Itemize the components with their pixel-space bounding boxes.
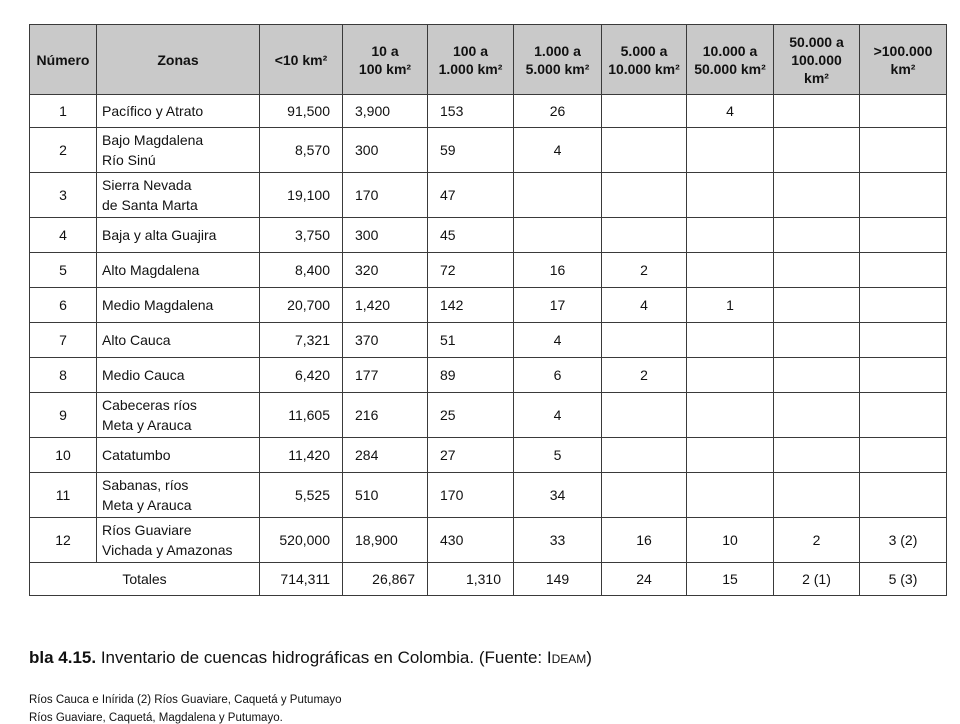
zona-line-1: Bajo Magdalena xyxy=(102,132,204,148)
cell-50000-100000: 2 xyxy=(774,518,860,563)
zona-line-1: Ríos Guaviare xyxy=(102,522,192,538)
cell-10000-50000 xyxy=(687,323,774,358)
cell-gt100000 xyxy=(860,218,947,253)
cell-5000-10000 xyxy=(602,393,687,438)
cell-10000-50000 xyxy=(687,173,774,218)
cell-lt10: 7,321 xyxy=(260,323,343,358)
cell-zona xyxy=(97,218,260,253)
cell-zona xyxy=(97,393,260,438)
cell-10-100: 216 xyxy=(343,393,428,438)
table-row xyxy=(30,95,947,128)
cell-numero: 4 xyxy=(30,218,97,253)
cell-100-1000: 153 xyxy=(428,95,514,128)
zona-line-1: Catatumbo xyxy=(102,447,171,463)
cell-gt100000 xyxy=(860,473,947,518)
cell-10000-50000: 10 xyxy=(687,518,774,563)
cell-5000-10000 xyxy=(602,173,687,218)
total-1000-5000: 149 xyxy=(514,563,602,596)
cell-numero: 12 xyxy=(30,518,97,563)
cell-5000-10000: 16 xyxy=(602,518,687,563)
cell-zona xyxy=(97,438,260,473)
cell-10000-50000 xyxy=(687,253,774,288)
cell-zona xyxy=(97,173,260,218)
cell-lt10: 3,750 xyxy=(260,218,343,253)
cell-lt10: 19,100 xyxy=(260,173,343,218)
cell-10-100: 170 xyxy=(343,173,428,218)
cell-50000-100000 xyxy=(774,358,860,393)
cell-100-1000: 59 xyxy=(428,128,514,173)
cell-gt100000 xyxy=(860,253,947,288)
cell-gt100000 xyxy=(860,95,947,128)
table-row xyxy=(30,473,947,518)
cell-50000-100000 xyxy=(774,438,860,473)
footnote-2: Ríos Guaviare, Caquetá, Magdalena y Putumayo. xyxy=(29,712,283,724)
footnote-1: Ríos Cauca e Inírida (2) Ríos Guaviare, Caquetá y Putumayo xyxy=(29,694,342,706)
cell-10000-50000 xyxy=(687,128,774,173)
cell-gt100000 xyxy=(860,323,947,358)
cell-10-100: 300 xyxy=(343,128,428,173)
cell-gt100000 xyxy=(860,393,947,438)
cell-5000-10000: 2 xyxy=(602,253,687,288)
cell-zona xyxy=(97,253,260,288)
cell-1000-5000 xyxy=(514,173,602,218)
table-row xyxy=(30,393,947,438)
cell-10-100: 3,900 xyxy=(343,95,428,128)
cell-gt100000 xyxy=(860,358,947,393)
zona-line-1: Cabeceras ríos xyxy=(102,397,197,413)
zona-line-2: Meta y Arauca xyxy=(102,497,192,513)
cell-5000-10000 xyxy=(602,128,687,173)
totals-label: Totales xyxy=(30,563,260,596)
cell-lt10: 8,570 xyxy=(260,128,343,173)
cell-50000-100000 xyxy=(774,473,860,518)
cell-100-1000: 430 xyxy=(428,518,514,563)
cell-50000-100000 xyxy=(774,253,860,288)
cell-5000-10000 xyxy=(602,323,687,358)
cell-1000-5000: 4 xyxy=(514,323,602,358)
cell-100-1000: 47 xyxy=(428,173,514,218)
cell-numero: 3 xyxy=(30,173,97,218)
cell-lt10: 91,500 xyxy=(260,95,343,128)
cell-zona xyxy=(97,288,260,323)
cell-lt10: 8,400 xyxy=(260,253,343,288)
cell-lt10: 11,605 xyxy=(260,393,343,438)
total-5000-10000: 24 xyxy=(602,563,687,596)
header-gt100000: >100.000 km² xyxy=(860,25,947,95)
cell-10-100: 320 xyxy=(343,253,428,288)
table-row xyxy=(30,128,947,173)
zona-line-2: Río Sinú xyxy=(102,152,156,168)
cell-numero: 10 xyxy=(30,438,97,473)
table-row xyxy=(30,323,947,358)
cell-100-1000: 89 xyxy=(428,358,514,393)
cell-10-100: 510 xyxy=(343,473,428,518)
cell-numero: 8 xyxy=(30,358,97,393)
table-container xyxy=(29,24,947,724)
cell-1000-5000: 4 xyxy=(514,393,602,438)
cell-50000-100000 xyxy=(774,95,860,128)
cell-1000-5000 xyxy=(514,218,602,253)
total-100-1000: 1,310 xyxy=(428,563,514,596)
caption-source: Ideam xyxy=(546,648,587,667)
cell-5000-10000: 4 xyxy=(602,288,687,323)
zona-line-2: de Santa Marta xyxy=(102,197,198,213)
cell-50000-100000 xyxy=(774,128,860,173)
total-50000-100000: 2 (1) xyxy=(774,563,860,596)
cell-lt10: 20,700 xyxy=(260,288,343,323)
zona-line-1: Medio Cauca xyxy=(102,367,185,383)
cell-10-100: 370 xyxy=(343,323,428,358)
zona-line-1: Sabanas, ríos xyxy=(102,477,189,493)
cell-zona xyxy=(97,358,260,393)
cell-10000-50000: 4 xyxy=(687,95,774,128)
header-5000-10000: 5.000 a 10.000 km² xyxy=(602,25,687,95)
cell-zona xyxy=(97,473,260,518)
cuencas-table xyxy=(29,24,947,596)
zona-line-1: Medio Magdalena xyxy=(102,297,214,313)
zona-line-1: Alto Cauca xyxy=(102,332,171,348)
cell-100-1000: 25 xyxy=(428,393,514,438)
cell-numero: 11 xyxy=(30,473,97,518)
cell-100-1000: 51 xyxy=(428,323,514,358)
cell-5000-10000 xyxy=(602,95,687,128)
cell-10-100: 177 xyxy=(343,358,428,393)
header-numero: Número xyxy=(30,25,97,95)
cell-10-100: 18,900 xyxy=(343,518,428,563)
cell-zona xyxy=(97,95,260,128)
cell-numero: 2 xyxy=(30,128,97,173)
cell-numero: 5 xyxy=(30,253,97,288)
cell-5000-10000: 2 xyxy=(602,358,687,393)
header-zonas: Zonas xyxy=(97,25,260,95)
cell-50000-100000 xyxy=(774,288,860,323)
cell-10-100: 284 xyxy=(343,438,428,473)
cell-zona xyxy=(97,323,260,358)
cell-gt100000 xyxy=(860,288,947,323)
cell-5000-10000 xyxy=(602,438,687,473)
cell-1000-5000: 34 xyxy=(514,473,602,518)
cell-50000-100000 xyxy=(774,323,860,358)
cell-100-1000: 72 xyxy=(428,253,514,288)
cell-numero: 9 xyxy=(30,393,97,438)
zona-line-2: Meta y Arauca xyxy=(102,417,192,433)
cell-10-100: 1,420 xyxy=(343,288,428,323)
zona-line-1: Baja y alta Guajira xyxy=(102,227,217,243)
cell-1000-5000: 16 xyxy=(514,253,602,288)
caption-close: ) xyxy=(586,648,592,667)
cell-5000-10000 xyxy=(602,473,687,518)
cell-zona xyxy=(97,518,260,563)
cell-10000-50000 xyxy=(687,358,774,393)
table-row xyxy=(30,438,947,473)
cell-gt100000 xyxy=(860,173,947,218)
total-lt10: 714,311 xyxy=(260,563,343,596)
table-row xyxy=(30,358,947,393)
cell-numero: 7 xyxy=(30,323,97,358)
cell-10000-50000 xyxy=(687,393,774,438)
cell-10000-50000 xyxy=(687,438,774,473)
cell-lt10: 520,000 xyxy=(260,518,343,563)
cell-1000-5000: 17 xyxy=(514,288,602,323)
cell-1000-5000: 5 xyxy=(514,438,602,473)
cell-50000-100000 xyxy=(774,218,860,253)
zona-line-1: Alto Magdalena xyxy=(102,262,200,278)
caption-label: bla 4.15. xyxy=(29,648,97,667)
header-row xyxy=(30,25,947,95)
cell-gt100000: 3 (2) xyxy=(860,518,947,563)
table-row xyxy=(30,253,947,288)
zona-line-2: Vichada y Amazonas xyxy=(102,542,233,558)
cell-10-100: 300 xyxy=(343,218,428,253)
total-10000-50000: 15 xyxy=(687,563,774,596)
header-10-100: 10 a 100 km² xyxy=(343,25,428,95)
zona-line-1: Pacífico y Atrato xyxy=(102,103,204,119)
cell-100-1000: 142 xyxy=(428,288,514,323)
table-row xyxy=(30,218,947,253)
cell-10000-50000: 1 xyxy=(687,288,774,323)
table-caption xyxy=(29,648,592,668)
zona-line-1: Sierra Nevada xyxy=(102,177,192,193)
cell-50000-100000 xyxy=(774,393,860,438)
cell-100-1000: 170 xyxy=(428,473,514,518)
totals-row xyxy=(30,563,947,596)
cell-1000-5000: 4 xyxy=(514,128,602,173)
cell-100-1000: 27 xyxy=(428,438,514,473)
cell-numero: 1 xyxy=(30,95,97,128)
caption-text: Inventario de cuencas hidrográficas en Colombia. (Fuente: xyxy=(96,648,547,667)
cell-lt10: 6,420 xyxy=(260,358,343,393)
header-1000-5000: 1.000 a 5.000 km² xyxy=(514,25,602,95)
table-row xyxy=(30,173,947,218)
table-row xyxy=(30,518,947,563)
total-10-100: 26,867 xyxy=(343,563,428,596)
table-row xyxy=(30,288,947,323)
cell-10000-50000 xyxy=(687,473,774,518)
cell-5000-10000 xyxy=(602,218,687,253)
cell-numero: 6 xyxy=(30,288,97,323)
cell-100-1000: 45 xyxy=(428,218,514,253)
cell-lt10: 11,420 xyxy=(260,438,343,473)
cell-1000-5000: 33 xyxy=(514,518,602,563)
cell-gt100000 xyxy=(860,438,947,473)
header-50000-100000: 50.000 a 100.000 km² xyxy=(774,25,860,95)
header-lt10: <10 km² xyxy=(260,25,343,95)
cell-zona xyxy=(97,128,260,173)
cell-gt100000 xyxy=(860,128,947,173)
total-gt100000: 5 (3) xyxy=(860,563,947,596)
cell-50000-100000 xyxy=(774,173,860,218)
cell-lt10: 5,525 xyxy=(260,473,343,518)
cell-10000-50000 xyxy=(687,218,774,253)
cell-1000-5000: 26 xyxy=(514,95,602,128)
cell-1000-5000: 6 xyxy=(514,358,602,393)
header-100-1000: 100 a 1.000 km² xyxy=(428,25,514,95)
header-10000-50000: 10.000 a 50.000 km² xyxy=(687,25,774,95)
